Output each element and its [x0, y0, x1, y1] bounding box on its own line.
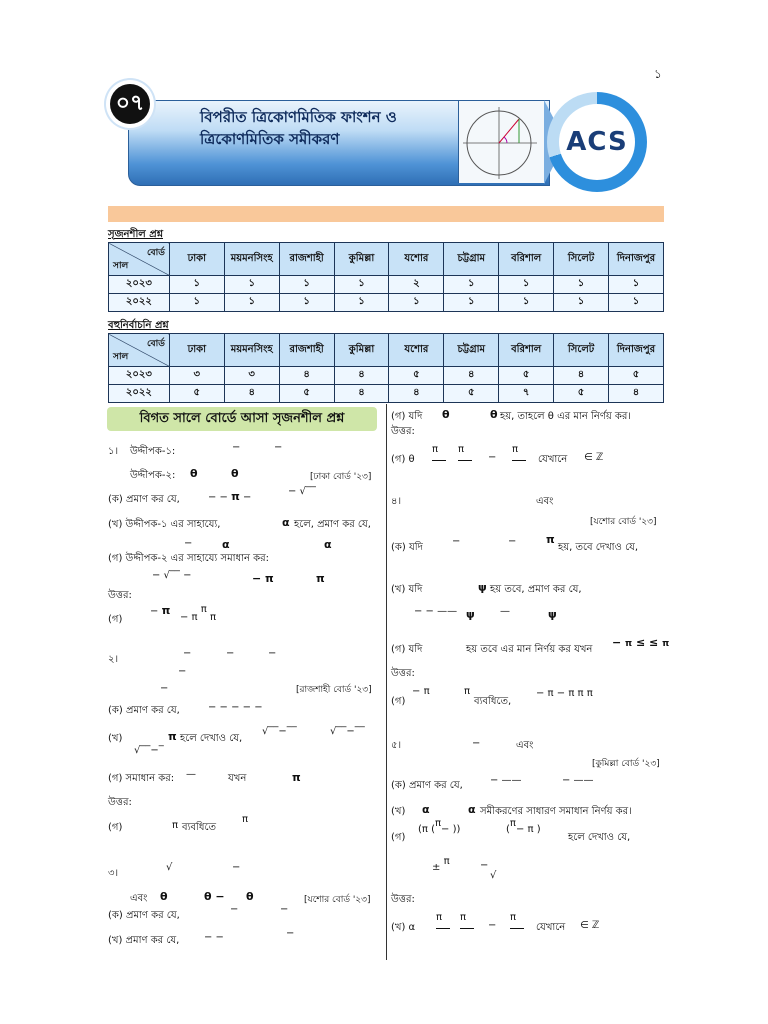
table-cell: ১ [609, 294, 664, 312]
acs-logo [559, 104, 635, 180]
math-fragment: − [488, 920, 497, 931]
question-5-number: ৫। [391, 740, 402, 751]
math-fragment: − π − π π π [536, 688, 593, 699]
table-cell: ৪ [334, 367, 389, 385]
question-2-answer-pi: π [172, 820, 179, 831]
table-corner-cell [109, 243, 170, 276]
question-1-stem-1: উদ্দীপক-১: [130, 446, 176, 457]
math-fragment: − − π − [208, 490, 252, 503]
question-4-part-ga: (গ) যদি [391, 644, 423, 655]
pi-symbol: π [168, 730, 177, 743]
theta-symbol: θ [231, 467, 239, 480]
question-1-stem-2: উদ্দীপক-২: [130, 470, 176, 481]
row-year: ২০২২ [109, 385, 170, 403]
math-fragment: − [508, 536, 517, 547]
question-3-and: এবং [130, 893, 148, 904]
column-header: বরিশাল [499, 334, 554, 367]
question-4-source: [যশোর বোর্ড '২৩] [590, 517, 657, 527]
sqrt-symbol: − √‾‾ [288, 486, 316, 497]
column-header: দিনাজপুর [609, 243, 664, 276]
math-fragment: − π [252, 572, 274, 585]
math-fragment: − π ≤ ≤ π [612, 636, 670, 649]
table-cell: ৭ [499, 385, 554, 403]
alpha-symbol: α [468, 803, 476, 816]
question-2-part-kha: (খ) [108, 733, 123, 744]
alpha-symbol: α [282, 516, 290, 529]
column-header: যশোর [389, 243, 444, 276]
question-2-part-kha-tail: হলে দেখাও যে, [180, 733, 243, 744]
table-cell: ৪ [334, 385, 389, 403]
math-fragment: − [183, 648, 192, 659]
table-row [109, 294, 664, 312]
row-year: ২০২২ [109, 294, 170, 312]
math-fragment: (π− π ) [506, 818, 541, 835]
question-3-source: [যশোর বোর্ড '২৩] [304, 895, 371, 905]
right-answer: (গ) θ [391, 454, 415, 465]
corner-year-label: সাল [113, 352, 129, 362]
pi-symbol: π [546, 533, 555, 546]
corner-board-label: বোর্ড [146, 339, 165, 349]
acs-logo-text: ACS [566, 127, 628, 157]
question-3-part-ka: (ক) প্রমাণ কর যে, [108, 910, 180, 921]
math-fragment: − [184, 538, 193, 549]
column-header: সিলেট [554, 243, 609, 276]
corner-year-label: সাল [113, 261, 129, 271]
sqrt-symbol: √ [166, 862, 173, 873]
sqrt-symbol: √ [490, 870, 497, 881]
theta-symbol: θ [190, 467, 198, 480]
column-header: রাজশাহী [279, 243, 334, 276]
alpha-symbol: α [324, 538, 332, 551]
table-cell: ৪ [389, 385, 444, 403]
chapter-title-line-1: বিপরীত ত্রিকোণমিতিক ফাংশন ও [200, 108, 397, 126]
table-cell: ৩ [169, 367, 224, 385]
answer-label: উত্তর: [108, 590, 132, 601]
table-cell: ১ [279, 294, 334, 312]
math-fragment: π [510, 912, 524, 934]
integer-set: ∈ ℤ [584, 452, 604, 463]
question-1-part-kha: (খ) উদ্দীপক-১ এর সাহায্যে, [108, 519, 221, 530]
answer-label: উত্তর: [108, 797, 132, 808]
sqrt-symbol: − √‾‾ − [152, 570, 192, 581]
sqrt-symbol: √‾‾−‾‾ [330, 726, 365, 737]
table-cell: ১ [334, 276, 389, 294]
math-fragment: — [500, 606, 510, 617]
question-4-and: এবং [536, 496, 554, 507]
psi-symbol: ψ [548, 608, 557, 621]
column-header: ঢাকা [169, 243, 224, 276]
theta-symbol: θ [442, 408, 450, 421]
math-fragment: − [230, 904, 239, 915]
question-4-part-ka-tail: হয়, তবে দেখাও যে, [558, 542, 639, 553]
question-5-part-kha-tail: সমীকরণের সাধারণ সমাধান নির্ণয় কর। [480, 806, 632, 817]
math-fragment: − [232, 862, 241, 873]
psi-symbol: ψ [478, 581, 487, 594]
pi-symbol: π [316, 572, 325, 585]
mcq-question-table [108, 333, 664, 403]
column-header: যশোর [389, 334, 444, 367]
column-header: কুমিল্লা [334, 334, 389, 367]
answer-label: উত্তর: [391, 894, 415, 905]
math-fragment: − —— [490, 775, 522, 786]
theta-symbol: θ [490, 408, 498, 421]
math-fragment: − [178, 666, 187, 677]
column-header: চট্টগ্রাম [444, 334, 499, 367]
column-header: বরিশাল [499, 243, 554, 276]
question-1-part-kha-tail: হলে, প্রমাণ কর যে, [294, 519, 371, 530]
question-2-part-ka: (ক) প্রমাণ কর যে, [108, 705, 180, 716]
question-1-part-ka: (ক) প্রমাণ কর যে, [108, 494, 180, 505]
column-header: দিনাজপুর [609, 334, 664, 367]
math-fragment: π [460, 912, 474, 934]
question-4-answer: (গ) [391, 696, 406, 707]
table-cell: ১ [609, 276, 664, 294]
integer-set: ∈ ℤ [580, 920, 600, 931]
table-cell: ৪ [609, 385, 664, 403]
row-year: ২০২৩ [109, 276, 170, 294]
mcq-table-label: বহুনির্বাচনি প্রশ্ন [108, 320, 169, 331]
creative-question-table [108, 242, 664, 312]
table-cell: ৫ [609, 367, 664, 385]
divider-bar [108, 206, 664, 222]
table-corner-cell [109, 334, 170, 367]
question-5-source: [কুমিল্লা বোর্ড '২৩] [592, 759, 660, 769]
math-fragment: − [226, 648, 235, 659]
question-5-and: এবং [516, 740, 534, 751]
math-fragment: − [232, 442, 241, 453]
page-number: ১ [654, 67, 662, 81]
math-fragment: − [452, 536, 461, 547]
table-cell: ৪ [279, 367, 334, 385]
table-row [109, 367, 664, 385]
question-1-part-ga: (গ) উদ্দীপক-২ এর সাহায্যে সমাধান কর: [108, 553, 270, 564]
table-cell: ১ [334, 294, 389, 312]
psi-symbol: ψ [466, 608, 475, 621]
math-fragment: (π (π− )) [418, 818, 461, 835]
question-3-number: ৩। [108, 868, 119, 879]
math-fragment: − π [150, 604, 171, 617]
table-cell: ১ [224, 276, 279, 294]
question-4-answer-tail: ব্যবধিতে, [474, 696, 512, 707]
question-4-part-ga-tail: হয় তবে এর মান নির্ণয় কর যখন [466, 644, 593, 655]
corner-board-label: বোর্ড [146, 248, 165, 258]
table-cell: ১ [554, 294, 609, 312]
unit-circle-figure [458, 101, 545, 183]
table-cell: ১ [389, 294, 444, 312]
math-fragment: − π π π [180, 604, 216, 623]
table-cell: ২ [389, 276, 444, 294]
question-2-answer: (গ) [108, 822, 123, 833]
math-fragment: − [280, 904, 289, 915]
question-4-number: ৪। [391, 496, 402, 507]
math-fragment: − [488, 452, 497, 463]
table-cell: ৫ [499, 367, 554, 385]
math-fragment: π [512, 444, 526, 466]
question-5-answer-tail: যেখানে [536, 922, 566, 933]
math-fragment: − [480, 860, 489, 871]
question-2-source: [রাজশাহী বোর্ড '২৩] [296, 685, 372, 695]
row-year: ২০২৩ [109, 367, 170, 385]
column-header: কুমিল্লা [334, 243, 389, 276]
math-fragment: π [436, 912, 450, 934]
question-1-answer: (গ) [108, 614, 123, 625]
question-1-source: [ঢাকা বোর্ড '২৩] [310, 472, 372, 482]
math-fragment: π [242, 814, 249, 825]
table-row [109, 385, 664, 403]
column-header: সিলেট [554, 334, 609, 367]
math-fragment: − − [204, 932, 224, 943]
answer-label: উত্তর: [391, 668, 415, 679]
math-fragment: π [458, 444, 472, 466]
chapter-title-line-2: ত্রিকোণমিতিক সমীকরণ [200, 130, 340, 148]
table-cell: ৫ [444, 385, 499, 403]
question-2-part-ga: (গ) সমাধান কর: [108, 773, 175, 784]
answer-label: উত্তর: [391, 426, 415, 437]
column-header: ময়মনসিংহ [224, 243, 279, 276]
sqrt-symbol: √‾‾−‾‾ [262, 726, 297, 737]
math-fragment: − − − − − [208, 702, 263, 713]
math-fragment: − − —— [414, 606, 458, 617]
math-fragment: − [286, 928, 295, 939]
table-cell: ৪ [224, 385, 279, 403]
math-fragment: π [432, 444, 446, 466]
right-answer-tail: যেখানে [538, 454, 568, 465]
table-cell: ১ [169, 294, 224, 312]
question-5-answer: (খ) α [391, 922, 416, 933]
question-2-answer-tail: ব্যবধিতে [182, 822, 217, 833]
sqrt-symbol: √‾‾−‾ [134, 745, 164, 756]
question-5-part-ka: (ক) প্রমাণ কর যে, [391, 780, 463, 791]
table-cell: ৫ [554, 385, 609, 403]
question-5-part-ga-tail: হলে দেখাও যে, [568, 832, 631, 843]
math-fragment: − [472, 738, 481, 749]
section-heading: বিগত সালে বোর্ডে আসা সৃজনশীল প্রশ্ন [107, 407, 377, 431]
table-cell: ৪ [444, 367, 499, 385]
table-cell: ১ [499, 276, 554, 294]
math-fragment: — [186, 769, 196, 780]
math-fragment: − π [412, 686, 430, 697]
table-cell: ৫ [169, 385, 224, 403]
right-part-ga-tail: হয়, তাহলে θ এর মান নির্ণয় কর। [500, 411, 632, 422]
column-header: রাজশাহী [279, 334, 334, 367]
question-5-part-kha: (খ) [391, 806, 406, 817]
math-fragment: − —— [562, 775, 594, 786]
question-4-part-ka: (ক) যদি [391, 542, 423, 553]
table-cell: ৩ [224, 367, 279, 385]
column-header: ঢাকা [169, 334, 224, 367]
math-fragment: − [274, 442, 283, 453]
math-fragment: π [464, 686, 471, 697]
question-3-part-kha: (খ) প্রমাণ কর যে, [108, 935, 180, 946]
alpha-symbol: α [422, 803, 430, 816]
column-header: চট্টগ্রাম [444, 243, 499, 276]
table-cell: ১ [444, 294, 499, 312]
math-fragment: θ − [204, 890, 225, 903]
math-fragment: − [268, 648, 277, 659]
pi-symbol: π [292, 771, 301, 784]
table-cell: ১ [554, 276, 609, 294]
math-fragment: − [160, 683, 169, 694]
chapter-number-badge: ০৭ [110, 84, 150, 124]
question-4-part-kha: (খ) যদি [391, 584, 423, 595]
table-cell: ১ [279, 276, 334, 294]
question-2-number: ২। [108, 654, 119, 665]
table-cell: ৪ [554, 367, 609, 385]
question-1-number: ১। [108, 446, 119, 457]
theta-symbol: θ [160, 890, 168, 903]
question-4-part-kha-tail: হয় তবে, প্রমাণ কর যে, [490, 584, 582, 595]
table-cell: ১ [499, 294, 554, 312]
table-cell: ৫ [279, 385, 334, 403]
table-cell: ৫ [389, 367, 444, 385]
table-cell: ১ [444, 276, 499, 294]
question-2-part-ga-tail: যখন [228, 773, 247, 784]
theta-symbol: θ [246, 890, 254, 903]
table-cell: ১ [224, 294, 279, 312]
right-part-ga: (গ) যদি [391, 411, 423, 422]
table-row [109, 276, 664, 294]
math-fragment: ± π [432, 856, 450, 873]
creative-table-label: সৃজনশীল প্রশ্ন [108, 229, 163, 240]
alpha-symbol: α [222, 538, 230, 551]
column-divider [386, 404, 387, 960]
question-5-part-ga: (গ) [391, 832, 406, 843]
table-cell: ১ [169, 276, 224, 294]
column-header: ময়মনসিংহ [224, 334, 279, 367]
